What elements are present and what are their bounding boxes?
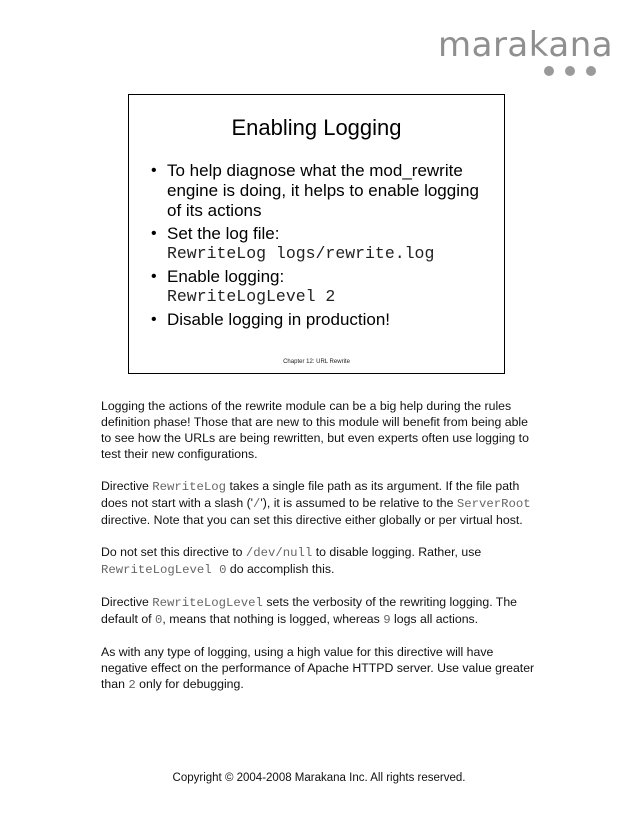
slide-bullet: • Set the log file: RewriteLog logs/rewrite.log [149,224,496,264]
inline-code: / [253,497,261,511]
slide-thumbnail [128,94,505,374]
notes-paragraph: Do not set this directive to /dev/null to disable logging. Rather, use RewriteLogLevel 0 do accomplish this. [101,545,482,577]
slide-bullet: • To help diagnose what the mod_rewrite engine is doing, it helps to enable logging of its actions [151,161,479,220]
bullet-dot-icon: • [151,268,157,285]
logo-dots-icon [544,66,596,76]
inline-code: ServerRoot [456,497,531,511]
notes-paragraph: Directive RewriteLogLevel sets the verbosity of the rewriting logging. The default of 0, means that nothing is logged, whereas 9 logs all actions. [101,595,517,627]
inline-code: RewriteLogLevel 0 [101,563,227,577]
slide-footer: Chapter 12: URL Rewrite [283,359,350,365]
marakana-logo: marakana [438,25,614,65]
inline-code: /dev/null [245,546,313,560]
bullet-dot-icon: • [151,311,157,328]
speaker-notes [101,398,541,709]
inline-code: RewriteLog [152,480,227,494]
inline-code: RewriteLogLevel [152,596,263,610]
notes-paragraph: Directive RewriteLog takes a single file path as its argument. If the file path does not start with a slash ('/'), it is assumed to be relative to the ServerRoot directive. Note that you can set this directive either globally or per virtual host. [101,479,531,527]
slide-code: RewriteLog logs/rewrite.log [167,244,435,263]
notes-paragraph: As with any type of logging, using a high value for this directive will have negative effect on the performance of Apache HTTPD server. Use value greater than 2 only for debugging. [101,645,535,692]
slide-bullet-list [149,161,496,333]
notes-paragraph: Logging the actions of the rewrite module can be a big help during the rules definition phase! Those that are new to this module will benefit from being able to see how the URLs are being rewritten, but even experts often use logging to test their new configurations. [101,399,529,461]
slide-bullet: • Disable logging in production! [151,310,391,329]
inline-code: 0 [155,613,163,627]
bullet-dot-icon: • [151,225,157,242]
copyright-footer: Copyright © 2004-2008 Marakana Inc. All rights reserved. [172,772,466,784]
inline-code: 9 [383,613,391,627]
inline-code: 2 [128,678,136,692]
slide-title: Enabling Logging [231,115,402,140]
slide-code: RewriteLogLevel 2 [167,287,336,306]
slide-bullet: • Enable logging: RewriteLogLevel 2 [149,267,496,307]
bullet-dot-icon: • [151,162,157,179]
